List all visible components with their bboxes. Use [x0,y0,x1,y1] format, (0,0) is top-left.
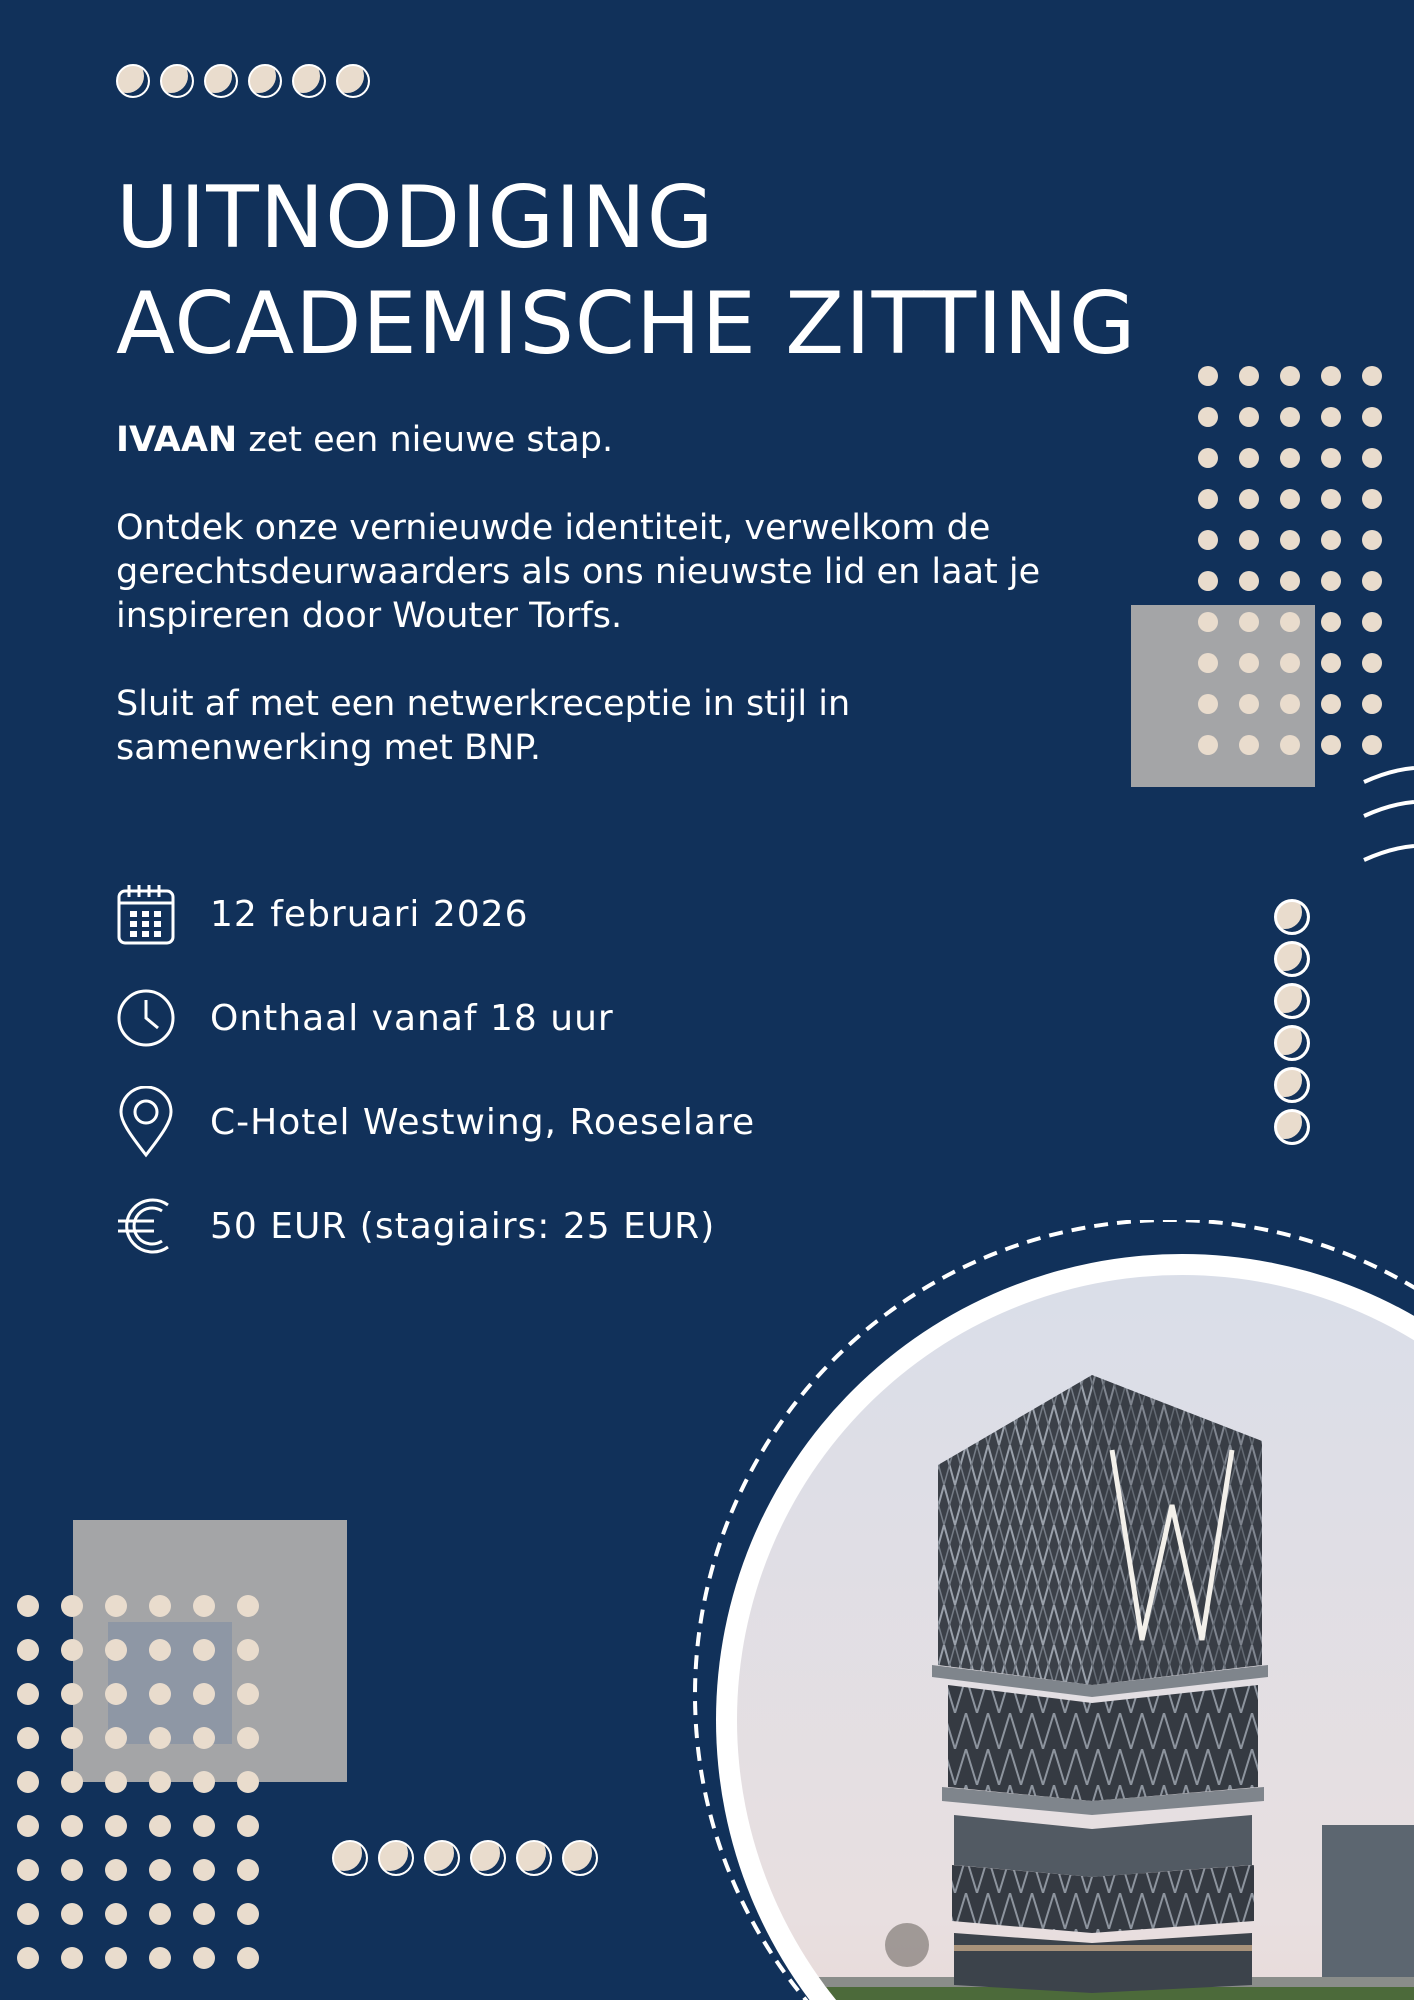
decorative-circle-row-bottom [332,1840,608,1876]
decorative-dot [1198,489,1218,509]
decorative-dot [193,1815,215,1837]
decorative-dot [149,1727,171,1749]
decorative-dot [1321,612,1341,632]
decorative-dot [61,1859,83,1881]
decorative-dot [17,1727,39,1749]
decorative-dot [17,1639,39,1661]
decorative-dot [1280,694,1300,714]
decorative-dot [1239,407,1259,427]
decorative-dot [1198,530,1218,550]
decorative-dot [237,1771,259,1793]
decorative-dot [193,1903,215,1925]
decorative-dot [61,1727,83,1749]
decorative-dot [237,1683,259,1705]
decorative-dot [1280,489,1300,509]
decorative-dot [1280,735,1300,755]
decorative-dot [1239,448,1259,468]
detail-date-text: 12 februari 2026 [210,893,529,935]
decorative-dot [105,1727,127,1749]
decorative-dot [17,1903,39,1925]
decorative-dot [237,1815,259,1837]
decorative-dot [1362,407,1382,427]
decorative-dot [61,1639,83,1661]
decorative-dot [1362,489,1382,509]
decorative-dot [1362,530,1382,550]
decorative-arcs-right [1360,760,1414,870]
intro-text [116,418,1116,814]
decorative-dot [105,1595,127,1617]
detail-location-text: C-Hotel Westwing, Roeselare [210,1101,756,1143]
decorative-dot [1321,653,1341,673]
decorative-dot [1280,612,1300,632]
decorative-dot [61,1771,83,1793]
decorative-dot [1239,489,1259,509]
decorative-dot [1239,366,1259,386]
decorative-dot [1239,530,1259,550]
decorative-dot [1239,735,1259,755]
decorative-dot [105,1815,127,1837]
decorative-dot [193,1947,215,1969]
decorative-dot [149,1595,171,1617]
decorative-dot [105,1859,127,1881]
clock-icon [116,982,176,1054]
decorative-dot [193,1683,215,1705]
decorative-dot [61,1947,83,1969]
decorative-dot [1198,694,1218,714]
decorative-dot [149,1903,171,1925]
decorative-dot [1198,448,1218,468]
intro-lead-rest: zet een nieuwe stap. [237,420,614,460]
detail-date [116,862,755,966]
decorative-dot [105,1947,127,1969]
detail-location [116,1070,755,1174]
decorative-dot [1362,735,1382,755]
decorative-dot [1198,407,1218,427]
decorative-dot [1280,366,1300,386]
decorative-dot [1321,448,1341,468]
page-title [116,165,1136,377]
decorative-dot [237,1903,259,1925]
decorative-dot [1362,448,1382,468]
intro-paragraph-3: Sluit af met een netwerkreceptie in stijl in samenwerking met BNP. [116,684,851,768]
decorative-dot [1239,571,1259,591]
decorative-dot [1321,735,1341,755]
decorative-dot [61,1683,83,1705]
decorative-dot [1362,612,1382,632]
detail-time-text: Onthaal vanaf 18 uur [210,997,614,1039]
title-line-1: UITNODIGING [116,168,715,268]
decorative-dot [17,1771,39,1793]
decorative-dot [1280,407,1300,427]
decorative-dot-grid-right [1190,360,1414,760]
decorative-dot [149,1859,171,1881]
decorative-dot [105,1683,127,1705]
decorative-dot [193,1859,215,1881]
venue-photo [690,1220,1414,2000]
euro-icon [116,1190,176,1262]
decorative-dot [149,1683,171,1705]
intro-lead [116,418,1116,462]
decorative-dot [1239,612,1259,632]
decorative-dot [17,1683,39,1705]
detail-price-text: 50 EUR (stagiairs: 25 EUR) [210,1205,716,1247]
decorative-dot [1198,653,1218,673]
decorative-dot [1362,571,1382,591]
decorative-dot [1280,653,1300,673]
decorative-dot [17,1595,39,1617]
title-line-2: ACADEMISCHE ZITTING [116,274,1137,374]
decorative-dot [105,1903,127,1925]
decorative-dot [1280,530,1300,550]
decorative-dot [17,1947,39,1969]
decorative-dot [1362,694,1382,714]
decorative-dot [61,1903,83,1925]
decorative-dot-grid-bottom-left [0,1586,280,2000]
decorative-dot [193,1639,215,1661]
event-details [116,862,755,1278]
detail-time [116,966,755,1070]
decorative-dot [237,1727,259,1749]
decorative-dot [105,1771,127,1793]
decorative-dot [1362,653,1382,673]
decorative-dot [193,1595,215,1617]
decorative-dot [1321,694,1341,714]
decorative-dot [1198,571,1218,591]
decorative-dot [237,1859,259,1881]
calendar-icon [116,878,176,950]
decorative-dot [1321,571,1341,591]
decorative-dot [105,1639,127,1661]
decorative-dot [1362,366,1382,386]
decorative-dot [61,1815,83,1837]
decorative-circle-column-right [1274,899,1310,1151]
decorative-dot [17,1859,39,1881]
decorative-dot [1321,407,1341,427]
intro-paragraph-2: Ontdek onze vernieuwde identiteit, verwelkom de gerechtsdeurwaarders als ons nieuwste lid en laat je inspireren door Wouter Torfs. [116,508,1041,636]
decorative-dot [1280,448,1300,468]
decorative-dot [149,1639,171,1661]
decorative-dot [1321,489,1341,509]
decorative-dot [193,1771,215,1793]
brand-name: IVAAN [116,420,238,460]
decorative-dot [237,1639,259,1661]
decorative-dot [1198,366,1218,386]
detail-price [116,1174,755,1278]
decorative-dot [149,1815,171,1837]
decorative-circle-row-top [116,64,380,98]
decorative-dot [1321,530,1341,550]
decorative-dot [1198,612,1218,632]
decorative-dot [1239,694,1259,714]
decorative-dot [17,1815,39,1837]
decorative-dot [61,1595,83,1617]
decorative-dot [1321,366,1341,386]
decorative-dot [237,1947,259,1969]
decorative-dot [237,1595,259,1617]
decorative-dot [1280,571,1300,591]
decorative-dot [149,1947,171,1969]
decorative-dot [193,1727,215,1749]
decorative-dot [1239,653,1259,673]
location-pin-icon [116,1086,176,1158]
decorative-dot [149,1771,171,1793]
decorative-dot [1198,735,1218,755]
